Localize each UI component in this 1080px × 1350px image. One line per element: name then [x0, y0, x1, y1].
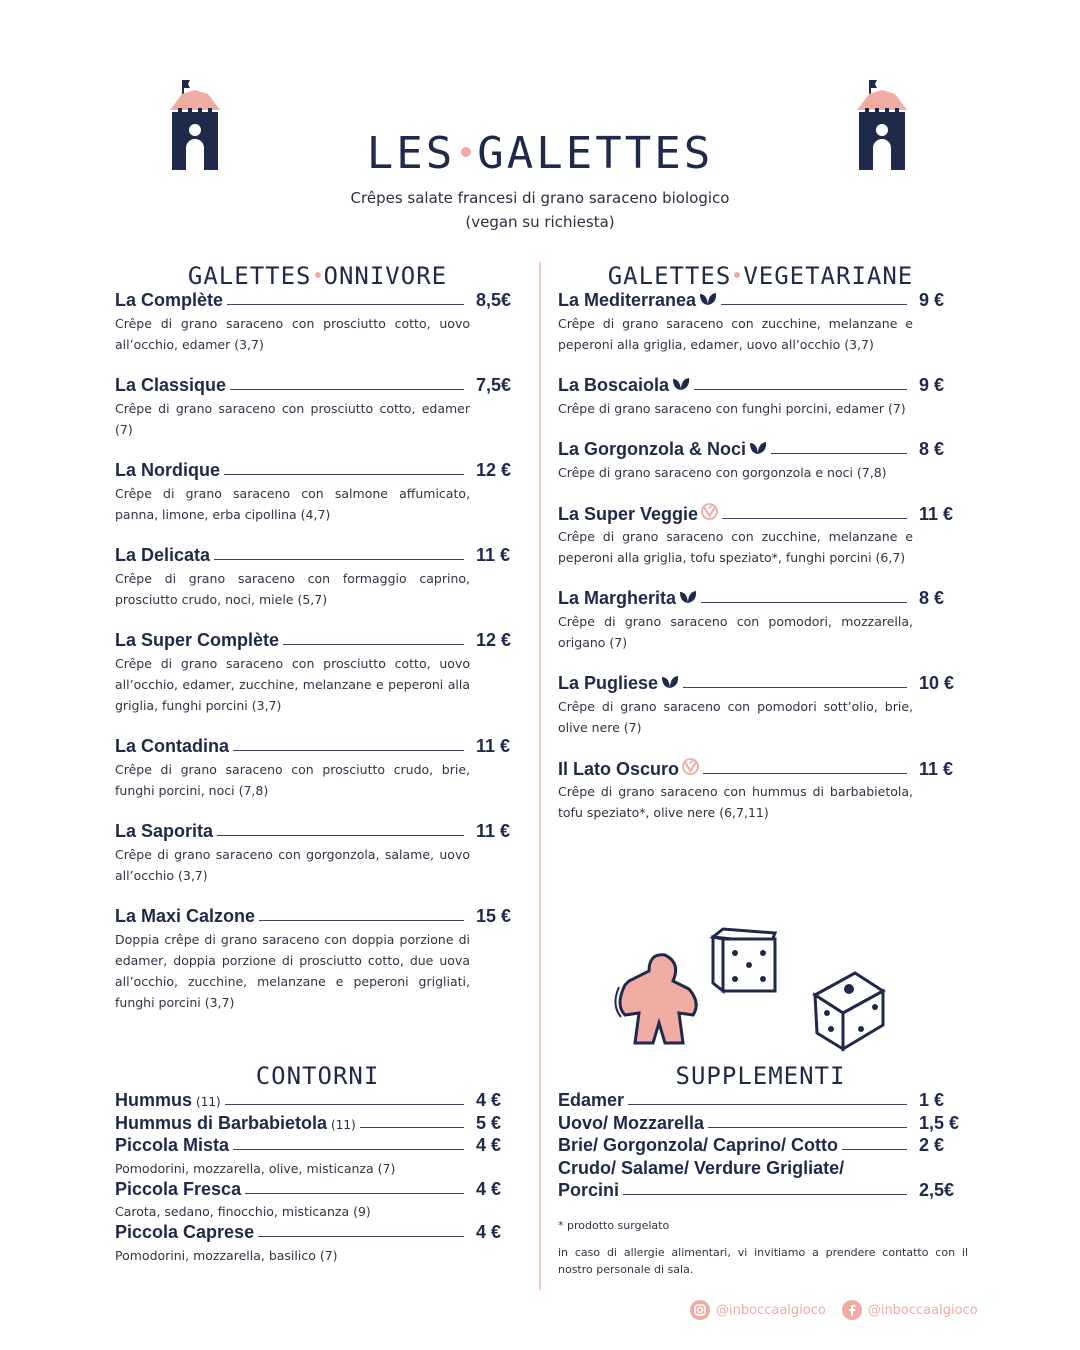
title-dot: [315, 272, 321, 278]
page-title: [0, 128, 1080, 179]
dotted-leader: [233, 1149, 464, 1150]
section-title: CONTORNI: [255, 1062, 380, 1090]
menu-item-header: [115, 736, 530, 758]
menu-item-header: [115, 1179, 530, 1202]
menu-item-name: La Super Veggie: [558, 504, 699, 524]
menu-item-header: [115, 821, 530, 843]
menu-item-name: La Delicata: [115, 545, 211, 565]
name-with-leader: [115, 1179, 470, 1200]
menu-item-price: 4 €: [476, 1178, 502, 1199]
social-links: [690, 1300, 994, 1320]
menu-item: [115, 1179, 530, 1223]
dotted-leader: [214, 559, 464, 560]
name-with-leader: [558, 375, 913, 396]
menu-item-price: 8 €: [919, 588, 945, 608]
menu-item-price: 2,5€: [919, 1180, 955, 1200]
menu-item-price: 4 €: [476, 1222, 502, 1242]
dotted-leader: [708, 1127, 907, 1128]
menu-item-name: Edamer: [558, 1090, 625, 1110]
menu-item-header: [115, 460, 530, 482]
section-title: GALETTES ONNIVORE: [187, 262, 448, 290]
menu-item-price: 10 €: [919, 673, 955, 693]
menu-item-price: 11 €: [919, 504, 954, 524]
menu-item: [115, 1135, 530, 1179]
menu-item-header: [558, 439, 973, 461]
menu-item: [115, 630, 530, 716]
name-with-leader: [558, 758, 913, 780]
leaf-icon: [699, 292, 717, 306]
menu-item-name: La Margherita: [558, 588, 677, 608]
vegan-icon: [682, 758, 699, 775]
menu-item-price: 12 €: [476, 460, 512, 480]
frozen-note: * prodotto surgelato: [558, 1218, 670, 1232]
column-divider: [539, 262, 541, 1290]
menu-item: [558, 673, 973, 738]
menu-item-price: 7,5€: [476, 375, 512, 395]
vegan-icon: [701, 503, 718, 520]
menu-item-description: Crêpe di grano saraceno con hummus di barbabietola, tofu speziato*, olive nere (6,7,11): [558, 784, 913, 820]
menu-item-price: 4 €: [476, 1090, 502, 1110]
dotted-leader: [694, 389, 907, 390]
leaf-icon: [672, 377, 690, 391]
menu-item-header: [115, 290, 530, 312]
menu-item-description: Pomodorini, mozzarella, olive, misticanza (7): [115, 1160, 396, 1176]
menu-item: [558, 758, 973, 823]
contorni-list: [115, 1090, 530, 1266]
menu-item-description: Crêpe di grano saraceno con pomodori, mozzarella, origano (7): [558, 614, 913, 650]
title-right: GALETTES: [477, 128, 714, 179]
dotted-leader: [283, 644, 464, 645]
name-with-leader: [115, 1113, 470, 1134]
menu-item-name: Hummus: [115, 1090, 193, 1110]
menu-item-header: [558, 1135, 973, 1158]
name-with-leader: [115, 460, 470, 481]
menu-item: [115, 1113, 530, 1136]
menu-item: [558, 503, 973, 568]
leaf-icon: [749, 441, 767, 455]
name-with-leader: [115, 630, 470, 651]
menu-item: [115, 460, 530, 525]
menu-item: [558, 290, 973, 355]
menu-item-name: La Mediterranea: [558, 290, 697, 310]
dotted-leader: [628, 1104, 907, 1105]
menu-item-name: La Maxi Calzone: [115, 906, 256, 926]
dotted-leader: [245, 1193, 464, 1194]
dotted-leader: [259, 920, 464, 921]
instagram-icon: [690, 1300, 710, 1320]
supplementi-list: [558, 1090, 973, 1203]
menu-item-price: 9 €: [919, 375, 945, 395]
menu-item: [558, 1135, 973, 1158]
dice-icon: [713, 929, 775, 991]
menu-item-description: Crêpe di grano saraceno con zucchine, melanzane e peperoni alla griglia, edamer, uovo all’occhio (3,7): [558, 316, 913, 352]
dotted-leader: [360, 1127, 464, 1128]
menu-item: [558, 1090, 973, 1113]
leaf-icon: [661, 675, 679, 689]
name-with-leader: [115, 821, 470, 842]
facebook-link[interactable]: @inboccaalgioco: [842, 1300, 978, 1320]
name-with-leader: [115, 1222, 470, 1243]
menu-item-name: Piccola Mista: [115, 1135, 230, 1155]
menu-item: [558, 439, 973, 483]
menu-item-header: [115, 906, 530, 928]
menu-item-name: La Saporita: [115, 821, 214, 841]
menu-item-name: Porcini: [558, 1180, 620, 1200]
name-with-leader: [115, 1090, 470, 1111]
menu-item-header: [558, 758, 973, 780]
allergy-note: in caso di allergie alimentari, vi invitiamo a prendere contatto con il nostro personale di sala.: [558, 1245, 968, 1276]
name-with-leader: [558, 439, 913, 460]
section-title: GALETTES VEGETARIANE: [607, 262, 914, 290]
dotted-leader: [217, 835, 464, 836]
menu-item-header: [115, 630, 530, 652]
menu-item-name: Brie/ Gorgonzola/ Caprino/ Cotto: [558, 1135, 838, 1155]
menu-item-header: [558, 503, 973, 525]
menu-item-price: 15 €: [476, 906, 512, 926]
menu-item: [115, 736, 530, 801]
menu-item: [558, 1180, 973, 1203]
menu-item: [115, 1090, 530, 1113]
menu-item-price: 1 €: [919, 1090, 945, 1110]
menu-item-description: Crêpe di grano saraceno con prosciutto cotto, uovo all’occhio, edamer (3,7): [115, 316, 470, 352]
section-title: SUPPLEMENTI: [675, 1062, 846, 1090]
menu-item-header: [558, 1180, 973, 1203]
name-with-leader: [115, 906, 470, 927]
name-with-leader: [115, 1135, 470, 1156]
meeple-and-dice-illustration: [605, 925, 890, 1055]
section-contorni: [115, 1062, 530, 1266]
dotted-leader: [623, 1194, 907, 1195]
menu-item-price: 9 €: [919, 290, 945, 310]
menu-item-header: [115, 1135, 530, 1158]
dotted-leader: [683, 687, 907, 688]
menu-item-header: [115, 1222, 530, 1245]
section-supplementi: [558, 1062, 973, 1278]
menu-item-name: La Pugliese: [558, 673, 659, 693]
menu-item-name: La Contadina: [115, 736, 230, 756]
dotted-leader: [233, 750, 464, 751]
menu-item-header: [115, 545, 530, 567]
menu-item-name: Il Lato Oscuro: [558, 759, 680, 779]
menu-item-name: Crudo/ Salame/ Verdure Grigliate/: [558, 1157, 845, 1178]
menu-item-description: Pomodorini, mozzarella, basilico (7): [115, 1247, 338, 1263]
dotted-leader: [721, 304, 907, 305]
leaf-icon: [679, 590, 697, 604]
name-with-leader: [115, 375, 470, 396]
menu-item-name: Piccola Caprese: [115, 1222, 255, 1242]
dice-icon: [815, 973, 883, 1049]
dotted-leader: [230, 389, 464, 390]
dotted-leader: [722, 518, 907, 519]
allergen-code: (11): [331, 1117, 356, 1132]
menu-item-name: La Nordique: [115, 460, 221, 480]
subtitle-line-2: (vegan su richiesta): [465, 213, 615, 231]
name-with-leader: [558, 588, 913, 609]
dotted-leader: [224, 474, 464, 475]
name-with-leader: [558, 503, 913, 525]
menu-item-price: 11 €: [919, 759, 954, 779]
menu-item-price: 1,5 €: [919, 1112, 960, 1133]
meeple-icon: [615, 955, 696, 1043]
menu-item-price: 8,5€: [476, 290, 512, 310]
menu-item-name: La Boscaiola: [558, 375, 670, 395]
menu-item-name: La Classique: [115, 375, 227, 395]
menu-item-description: Crêpe di grano saraceno con prosciutto cotto, uovo all’occhio, edamer, zucchine, melanzane e peperoni alla griglia, funghi porcini (3,7): [115, 656, 470, 713]
dotted-leader: [703, 773, 907, 774]
menu-item: [115, 1222, 530, 1266]
menu-item: [115, 545, 530, 610]
dotted-leader: [227, 304, 464, 305]
menu-item-description: Crêpe di grano saraceno con formaggio caprino, prosciutto crudo, noci, miele (5,7): [115, 571, 470, 607]
dotted-leader: [225, 1104, 464, 1105]
menu-item-header: [558, 1113, 973, 1136]
subtitle: [0, 186, 1080, 234]
title-left: LES: [366, 128, 456, 179]
name-with-leader: [558, 1158, 913, 1179]
name-with-leader: [558, 1090, 913, 1111]
name-with-leader: [115, 545, 470, 566]
section-vegetariane: [558, 262, 973, 843]
menu-item-description: Crêpe di grano saraceno con salmone affumicato, panna, limone, erba cipollina (4,7): [115, 486, 470, 522]
menu-item-name: La Super Complète: [115, 630, 280, 650]
allergen-code: (11): [196, 1095, 221, 1109]
menu-item-price: 11 €: [476, 821, 511, 841]
menu-item: [558, 1113, 973, 1136]
menu-item-price: 5 €: [476, 1112, 502, 1133]
menu-item-name: La Gorgonzola & Noci: [558, 439, 747, 459]
section-onnivore: [115, 262, 530, 1033]
dotted-leader: [771, 453, 907, 454]
name-with-leader: [558, 1113, 913, 1134]
menu-item: [558, 1158, 973, 1181]
dotted-leader: [701, 602, 907, 603]
menu-item-header: [558, 1158, 973, 1181]
menu-item: [558, 588, 973, 653]
menu-item-name: Uovo/ Mozzarella: [558, 1112, 705, 1133]
menu-item-description: Crêpe di grano saraceno con gorgonzola, salame, uovo all’occhio (3,7): [115, 847, 470, 883]
subtitle-line-1: Crêpes salate francesi di grano saraceno biologico: [350, 189, 730, 207]
menu-item-price: 4 €: [476, 1135, 502, 1155]
menu-item-price: 11 €: [476, 545, 511, 565]
title-dot: [461, 147, 471, 157]
menu-item: [115, 906, 530, 1013]
name-with-leader: [558, 1135, 913, 1156]
onnivore-list: [115, 290, 530, 1013]
menu-item-description: Carota, sedano, finocchio, misticanza (9): [115, 1204, 371, 1219]
menu-item-description: Crêpe di grano saraceno con gorgonzola e noci (7,8): [558, 465, 887, 480]
menu-item: [115, 375, 530, 440]
menu-item-price: 2 €: [919, 1135, 945, 1155]
name-with-leader: [115, 290, 470, 311]
dotted-leader: [842, 1149, 907, 1150]
name-with-leader: [558, 290, 913, 311]
menu-item-description: Crêpe di grano saraceno con prosciutto crudo, brie, funghi porcini, noci (7,8): [115, 762, 470, 798]
menu-item: [558, 375, 973, 419]
vegetariane-list: [558, 290, 973, 823]
menu-item-price: 11 €: [476, 736, 511, 756]
menu-item-header: [558, 673, 973, 695]
menu-item-description: Crêpe di grano saraceno con funghi porcini, edamer (7): [558, 401, 906, 416]
name-with-leader: [115, 736, 470, 757]
menu-item-price: 8 €: [919, 439, 945, 459]
menu-item: [115, 290, 530, 355]
menu-item-header: [115, 1113, 530, 1136]
instagram-link[interactable]: @inboccaalgioco: [690, 1300, 826, 1320]
menu-item-description: Crêpe di grano saraceno con zucchine, melanzane e peperoni alla griglia, tofu speziato*, funghi porcini (6,7): [558, 529, 913, 565]
name-with-leader: [558, 673, 913, 694]
menu-item-description: Doppia crêpe di grano saraceno con doppia porzione di edamer, doppia porzione di prosciutto cotto, due uova all’occhio, zucchine, melanzane e peperoni grigliati, funghi porcini (3,7): [115, 932, 470, 1010]
menu-item-header: [115, 1090, 530, 1113]
menu-item-price: 12 €: [476, 630, 512, 650]
menu-item-header: [558, 588, 973, 610]
menu-item-description: Crêpe di grano saraceno con pomodori sott’olio, brie, olive nere (7): [558, 699, 913, 735]
dotted-leader: [258, 1236, 464, 1237]
menu-item-name: Hummus di Barbabietola: [115, 1112, 328, 1133]
menu-item-header: [115, 375, 530, 397]
menu-item-header: [558, 290, 973, 312]
menu-item-name: Piccola Fresca: [115, 1178, 242, 1199]
menu-item-description: Crêpe di grano saraceno con prosciutto cotto, edamer (7): [115, 401, 470, 437]
name-with-leader: [558, 1180, 913, 1201]
title-dot: [734, 272, 740, 278]
menu-item: [115, 821, 530, 886]
menu-item-header: [558, 1090, 973, 1113]
facebook-icon: [842, 1300, 862, 1320]
menu-item-header: [558, 375, 973, 397]
menu-item-name: La Complète: [115, 290, 224, 310]
